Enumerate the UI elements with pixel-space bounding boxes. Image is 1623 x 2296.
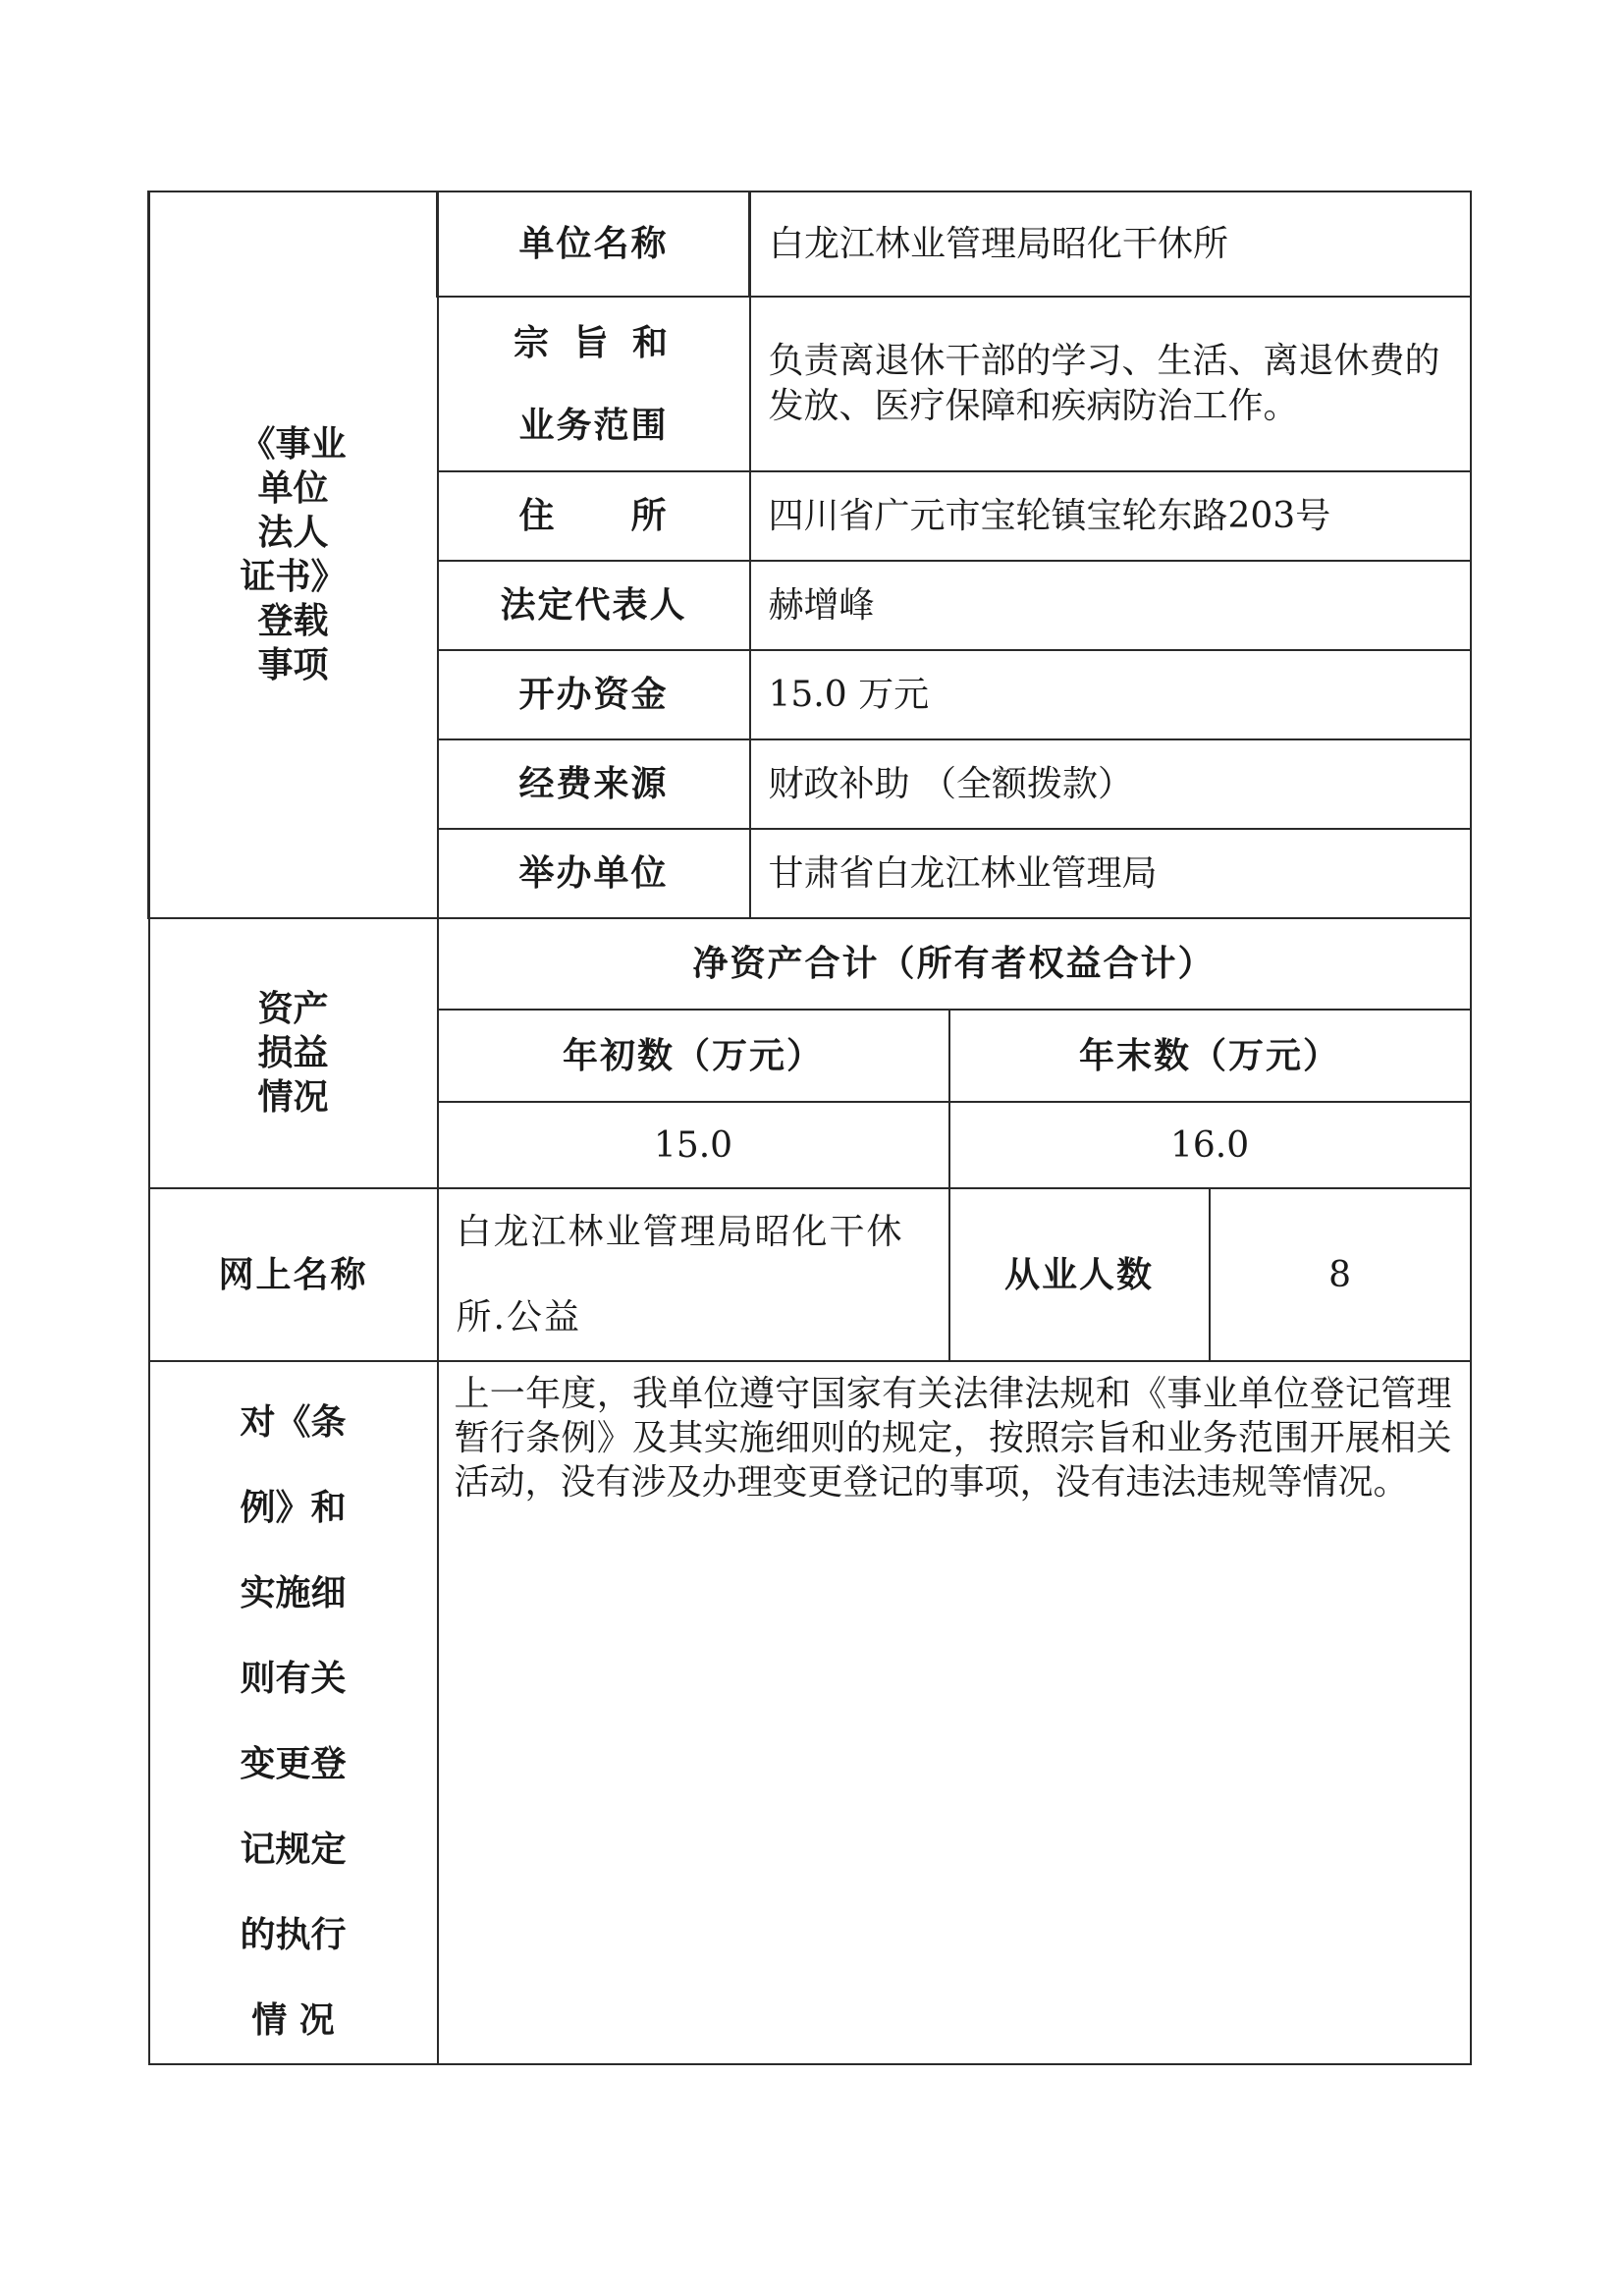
purpose-scope-value: 负责离退休干部的学习、生活、离退休费的发放、医疗保障和疾病防治工作。 [750, 297, 1471, 471]
sponsor-label: 举办单位 [438, 829, 750, 918]
row-online-name [149, 1188, 1471, 1361]
purpose-scope-label-line: 宗 旨 和 [513, 322, 675, 363]
registration-section-label [149, 191, 438, 918]
year-start-header: 年初数（万元） [438, 1010, 949, 1102]
address-label: 住 所 [438, 471, 750, 561]
address-value: 四川省广元市宝轮镇宝轮东路203号 [750, 471, 1471, 561]
funding-source-label: 经费来源 [438, 739, 750, 829]
section-line: 的执行 [240, 1914, 347, 1955]
compliance-section-label [149, 1361, 438, 2064]
staff-count-value: 8 [1210, 1188, 1471, 1361]
year-end-header: 年末数（万元） [949, 1010, 1471, 1102]
purpose-scope-label-line: 业务范围 [518, 405, 669, 446]
purpose-scope-label [438, 297, 750, 471]
annual-report-table [147, 191, 1472, 2065]
section-line: 则有关 [240, 1658, 347, 1699]
row-compliance [149, 1361, 1471, 2064]
section-line: 《事业 [240, 423, 347, 465]
section-line: 资产 [257, 988, 329, 1029]
section-line: 登载 [257, 600, 329, 641]
year-end-value: 16.0 [949, 1102, 1471, 1188]
funding-source-value: 财政补助 （全额拨款） [750, 739, 1471, 829]
compliance-text: 上一年度，我单位遵守国家有关法律法规和《事业单位登记管理暂行条例》及其实施细则的规定，按照宗旨和业务范围开展相关活动，没有涉及办理变更登记的事项，没有违法违规等情况。 [438, 1361, 1471, 2064]
section-line: 对《条 [240, 1401, 347, 1443]
online-name-value: 白龙江林业管理局昭化干休所.公益 [438, 1188, 949, 1361]
section-line: 变更登 [240, 1743, 347, 1784]
assets-section-label [149, 918, 438, 1188]
staff-count-label: 从业人数 [949, 1188, 1210, 1361]
section-line: 单位 [257, 467, 329, 509]
section-line: 法人 [257, 512, 329, 553]
section-line: 损益 [257, 1032, 329, 1073]
year-start-value: 15.0 [438, 1102, 949, 1188]
net-assets-header: 净资产合计（所有者权益合计） [438, 918, 1471, 1010]
section-line: 情 况 [251, 1999, 335, 2041]
online-name-label: 网上名称 [149, 1188, 438, 1361]
section-line: 实施细 [240, 1572, 347, 1613]
sponsor-value: 甘肃省白龙江林业管理局 [750, 829, 1471, 918]
section-line: 事项 [257, 644, 329, 685]
section-line: 记规定 [240, 1829, 347, 1870]
row-net-assets-header [149, 918, 1471, 1010]
legal-representative-value: 赫增峰 [750, 561, 1471, 650]
row-unit-name [149, 191, 1471, 297]
section-line: 情况 [257, 1076, 329, 1118]
section-line: 证书》 [240, 556, 347, 597]
registered-capital-label: 开办资金 [438, 650, 750, 739]
unit-name-value: 白龙江林业管理局昭化干休所 [750, 191, 1471, 297]
unit-name-label: 单位名称 [438, 191, 750, 297]
legal-representative-label: 法定代表人 [438, 561, 750, 650]
section-line: 例》和 [240, 1487, 347, 1528]
registered-capital-value: 15.0 万元 [750, 650, 1471, 739]
